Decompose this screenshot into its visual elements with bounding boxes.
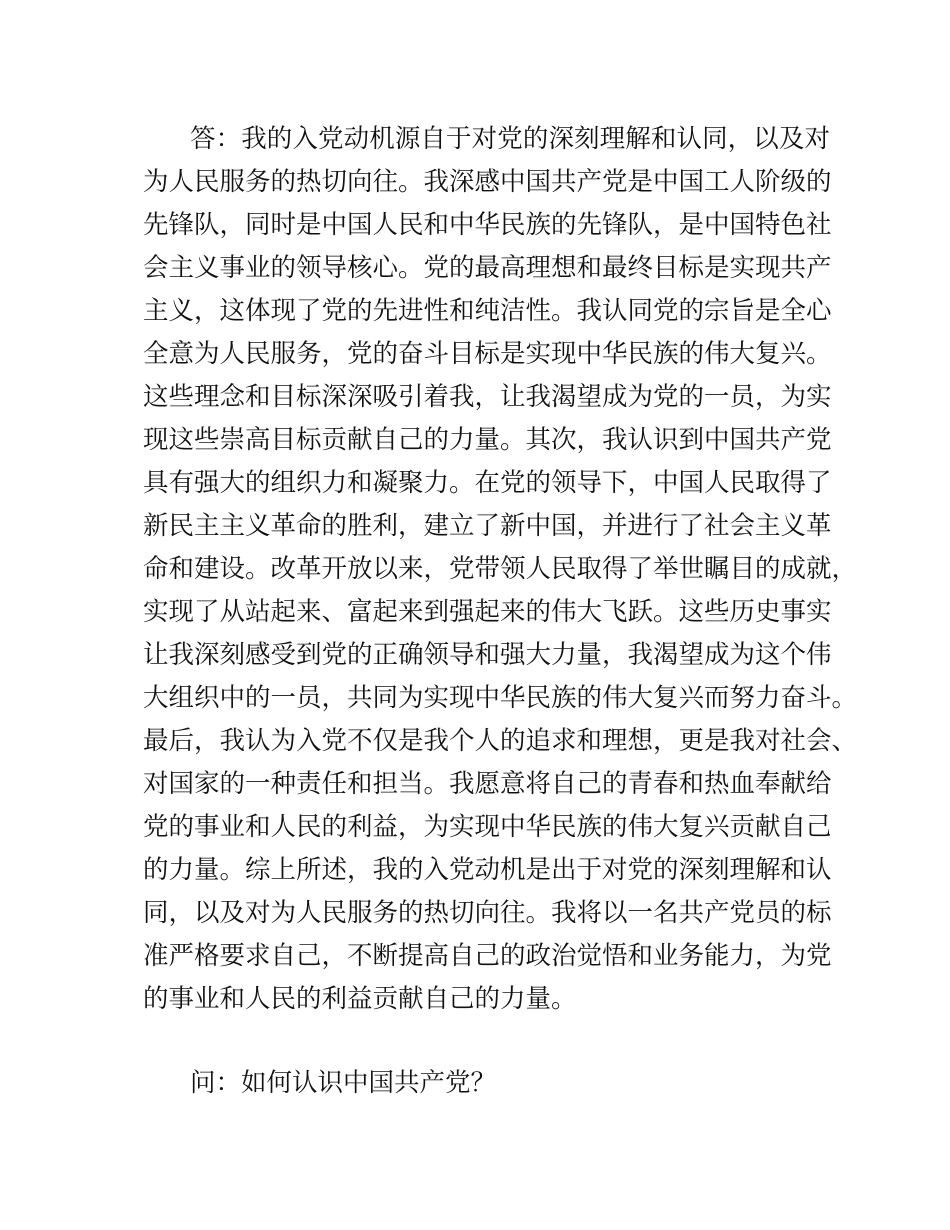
text-line: 现这些崇高目标贡献自己的力量。其次，我认识到中国共产党 — [143, 425, 832, 455]
text-line: 全意为人民服务，党的奋斗目标是实现中华民族的伟大复兴。 — [143, 339, 832, 369]
text-line: 这些理念和目标深深吸引着我，让我渴望成为党的一员，为实 — [143, 382, 832, 412]
text-line: 具有强大的组织力和凝聚力。在党的领导下，中国人民取得了 — [143, 468, 832, 498]
text-line: 最后，我认为入党不仅是我个人的追求和理想，更是我对社会、 — [143, 726, 858, 756]
text-line: 先锋队，同时是中国人民和中华民族的先锋队，是中国特色社 — [143, 210, 832, 240]
text-line: 准严格要求自己，不断提高自己的政治觉悟和业务能力，为党 — [143, 941, 832, 971]
text-line: 新民主主义革命的胜利，建立了新中国，并进行了社会主义革 — [143, 511, 832, 541]
text-line: 主义，这体现了党的先进性和纯洁性。我认同党的宗旨是全心 — [143, 296, 832, 326]
text-line: 的事业和人民的利益贡献自己的力量。 — [143, 984, 577, 1014]
text-line: 答：我的入党动机源自于对党的深刻理解和认同，以及对 — [190, 124, 830, 154]
text-line: 大组织中的一员，共同为实现中华民族的伟大复兴而努力奋斗。 — [143, 683, 858, 713]
text-line: 同，以及对为人民服务的热切向往。我将以一名共产党员的标 — [143, 898, 832, 928]
question-heading: 问：如何认识中国共产党？ — [190, 1068, 497, 1098]
text-line: 实现了从站起来、富起来到强起来的伟大飞跃。这些历史事实 — [143, 597, 832, 627]
text-line: 让我深刻感受到党的正确领导和强大力量，我渴望成为这个伟 — [143, 640, 832, 670]
text-line: 为人民服务的热切向往。我深感中国共产党是中国工人阶级的 — [143, 167, 832, 197]
text-line: 党的事业和人民的利益，为实现中华民族的伟大复兴贡献自己 — [143, 812, 832, 842]
text-line: 会主义事业的领导核心。党的最高理想和最终目标是实现共产 — [143, 253, 832, 283]
text-line: 对国家的一种责任和担当。我愿意将自己的青春和热血奉献给 — [143, 769, 832, 799]
text-line: 命和建设。改革开放以来，党带领人民取得了举世瞩目的成就， — [143, 554, 858, 584]
text-line: 的力量。综上所述，我的入党动机是出于对党的深刻理解和认 — [143, 855, 832, 885]
